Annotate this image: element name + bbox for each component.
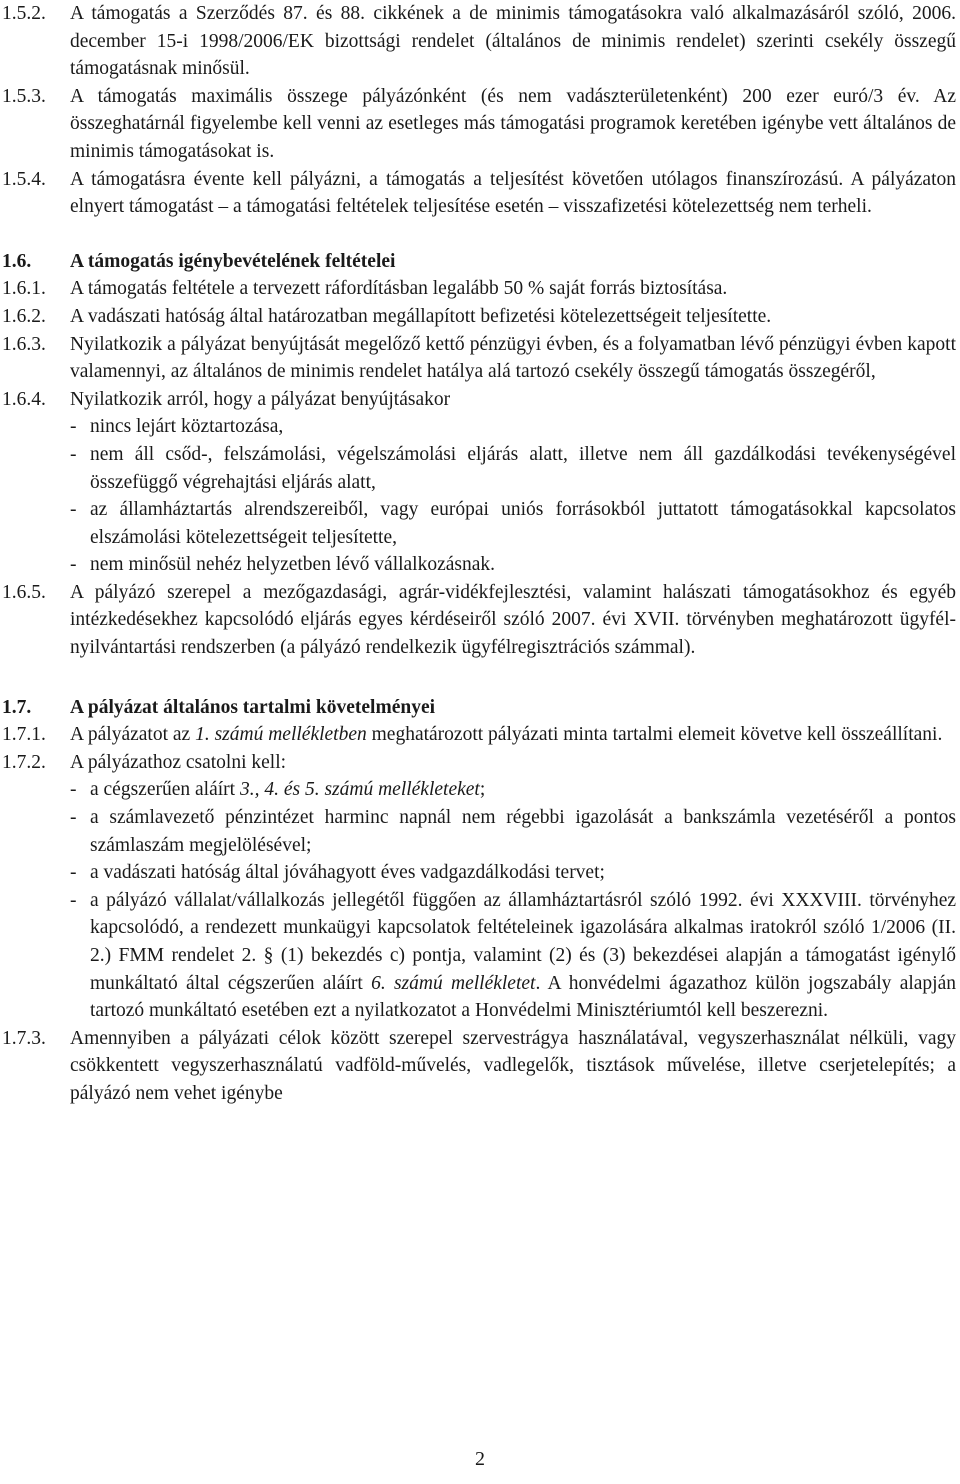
list-item [70, 887, 956, 1025]
list-item [70, 859, 956, 887]
list-dash: - [70, 499, 77, 521]
list-item [70, 776, 956, 804]
section-1-6-1 [2, 275, 956, 303]
section-text: A támogatás feltétele a tervezett ráfordításban legalább 50 % saját forrás biztosítása. [70, 278, 728, 300]
list-item-text: az államháztartás alrendszereiből, vagy európai uniós forrásokból juttatott támogatásokkal kapcsolatos elszámolási kötelezettségeit teljesítette, [90, 499, 956, 548]
section-number: 1.6.2. [2, 305, 46, 327]
list-item [70, 804, 956, 859]
list-dash: - [70, 807, 77, 829]
section-1-7-3 [2, 1025, 956, 1108]
section-number: 1.7.2. [2, 751, 46, 773]
section-number: 1.6.1. [2, 278, 46, 300]
list-item-text: nem minősül nehéz helyzetben lévő vállalkozásnak. [90, 554, 496, 576]
list-item-text: a számlavezető pénzintézet harminc napnál nem régebbi igazolását a bankszámla vezetéséről a pontos számlaszám megjelölésével; [90, 807, 956, 856]
section-text: A támogatás a Szerződés 87. és 88. cikkének a de minimis támogatásokra való alkalmazásáról szóló, 2006. december 15-i 1998/2006/EK bizottsági rendelet (általános de minimis rendelet) szerinti csekély összegű támogatásnak minősül. [70, 3, 956, 80]
list-item-text [90, 776, 956, 804]
section-text: Nyilatkozik arról, hogy a pályázat benyújtásakor [70, 388, 451, 410]
section-1-7-2 [2, 749, 956, 1025]
list-item [70, 551, 956, 579]
section-number: 1.6.3. [2, 333, 46, 355]
section-1-6-2 [2, 303, 956, 331]
section-number: 1.5.2. [2, 3, 46, 24]
list-item [70, 413, 956, 441]
section-1-6-3 [2, 331, 956, 386]
heading-1-6 [2, 248, 956, 276]
section-text: Amennyiben a pályázati célok között szerepel szervestrágya használatával, vegyszerhasználat nélküli, vagy csökkentett vegyszerhasználatú vadföld-művelés, vadlegelők, tisztások művelése, illetve cserjetelepítés; a pályázó nem vehet igénybe [70, 1027, 956, 1104]
text-run: meghatározott pályázati minta tartalmi elemeit követve kell összeállítani. [366, 724, 943, 746]
section-1-7-1 [2, 721, 956, 749]
section-text: Nyilatkozik a pályázat benyújtását megelőző kettő pénzügyi évben, és a folyamatban lévő pénzügyi évben kapott valamennyi, az általános de minimis rendelet hatálya alá tartozó csekély összegű támogatás összegéről, [70, 333, 956, 383]
section-number: 1.6.4. [2, 388, 46, 410]
spacer [2, 662, 956, 694]
text-run: ; [479, 779, 486, 801]
spacer [2, 221, 956, 248]
annex-reference: 6. számú mellékletet [371, 972, 536, 994]
annex-reference: 1. számú mellékletben [195, 724, 367, 746]
section-text: A támogatás maximális összege pályázónként (és nem vadászterületenként) 200 ezer euró/3 év. Az összeghatárnál figyelembe kell venni az esetleges más támogatási programok keretében igénybe vett általános de minimis támogatásokat is. [70, 85, 956, 162]
section-1-6-5 [2, 579, 956, 662]
list-item-text: nem áll csőd-, felszámolási, végelszámolási eljárás alatt, illetve nem áll gazdálkodási tevékenységével összefüggő végrehajtási eljárás alatt, [90, 443, 956, 493]
section-1-5-4 [2, 166, 956, 221]
section-1-5-2 [2, 0, 956, 83]
heading-1-7 [2, 694, 956, 722]
section-text: A pályázó szerepel a mezőgazdasági, agrár-vidékfejlesztési, valamint halászati támogatásokhoz és egyéb intézkedésekhez kapcsolódó eljárás egyes kérdéseiről szóló 2007. évi XVII. törvényben meghatározott ügyfél-nyilvántartási rendszerben (a pályázó rendelkezik ügyfélregisztrációs számmal). [70, 581, 956, 659]
section-number: 1.5.4. [2, 168, 46, 190]
list-item [70, 496, 956, 551]
heading-number: 1.6. [2, 250, 32, 272]
section-1-5-3 [2, 83, 956, 166]
list-dash: - [70, 889, 77, 911]
list-item [70, 441, 956, 496]
section-number: 1.7.3. [2, 1027, 46, 1049]
section-body [70, 749, 956, 1025]
section-number: 1.5.3. [2, 85, 46, 107]
list-dash: - [70, 554, 77, 576]
text-run: a pályázó vállalat/vállalkozás jellegétől függően az államháztartásról szóló 1992. évi XXXVIII. törvényhez kapcsolódó, a rendezett munkaügyi kapcsolatok feltételeinek igazolására alkalmas iratokról szóló 1/2006 (II. 2.) FMM rendelet 2. § (1) bekezdés c) pontja, valamint (2) és (3) bekezdései alapján a támogatást igénylő munkáltató által cégszerűen aláírt [90, 889, 956, 994]
list-item-text: nincs lejárt köztartozása, [90, 416, 284, 438]
section-text: A pályázathoz csatolni kell: [70, 751, 287, 773]
section-text: A vadászati hatóság által határozatban megállapított befizetési kötelezettségeit teljesítette. [70, 305, 772, 327]
section-text: A támogatásra évente kell pályázni, a támogatás a teljesítést követően utólagos finanszírozású. A pályázaton elnyert támogatást – a támogatási feltételek teljesítése esetén – visszafizetési kötelezettség nem terheli. [70, 168, 956, 218]
list-dash: - [70, 416, 77, 438]
text-run: A pályázatot az [70, 724, 196, 746]
list-dash: - [70, 862, 77, 884]
heading-text: A támogatás igénybevételének feltételei [70, 250, 396, 272]
text-run: . A honvédelmi ágazathoz külön jogszabály alapján tartozó munkáltató esetében ezt a nyilatkozatot a Honvédelmi Minisztériumtól kell beszerezni. [90, 972, 956, 1022]
text-run: a cégszerűen aláírt [90, 779, 240, 801]
heading-number: 1.7. [2, 696, 32, 718]
section-body [70, 386, 956, 579]
list-dash: - [70, 779, 77, 801]
list-item-text [90, 887, 956, 1025]
section-1-6-4 [2, 386, 956, 579]
annex-reference: 3., 4. és 5. számú mellékleteket [239, 779, 480, 801]
page-number: 2 [475, 1448, 485, 1470]
heading-text: A pályázat általános tartalmi követelményei [70, 696, 436, 718]
section-text [70, 721, 956, 749]
list-item-text: a vadászati hatóság által jóváhagyott éves vadgazdálkodási tervet; [90, 862, 605, 884]
section-number: 1.7.1. [2, 724, 46, 746]
section-number: 1.6.5. [2, 581, 46, 603]
list-dash: - [70, 443, 77, 465]
